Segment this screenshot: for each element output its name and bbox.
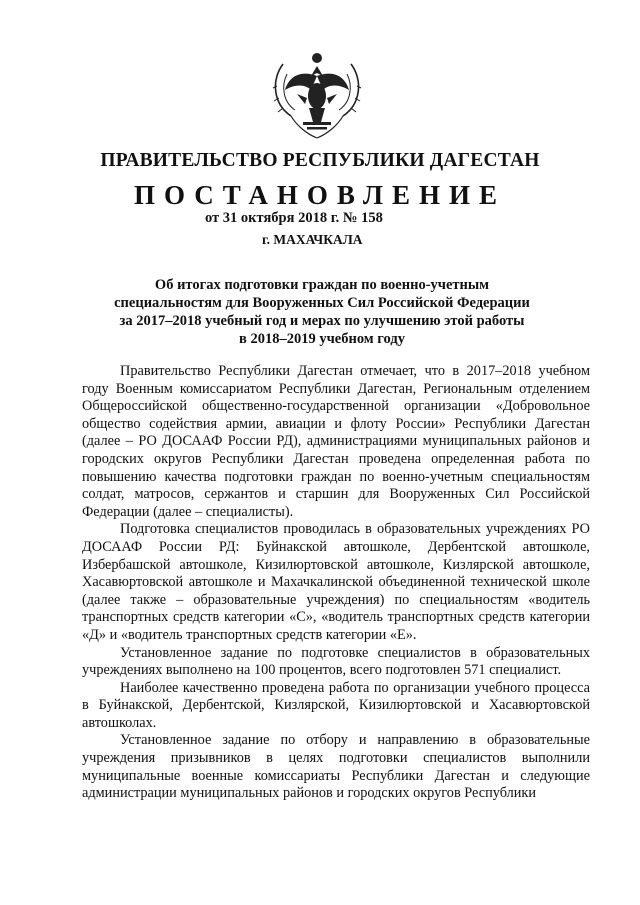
decree-body [82, 363, 590, 803]
body-paragraph: Правительство Республики Дагестан отмечает, что в 2017–2018 учебном году Военным комиссариатом Республики Дагестан, Региональным отделением Общероссийской общественно-государственной организации «Добровольное общество содействия армии, авиации и флоту России» Республики Дагестан (далее – РО ДОСААФ России РД), администрациями муниципальных районов и городских округов Республики Дагестан проведена определенная работа по повышению качества подготовки граждан по военно-учетным специальностям солдат, матросов, сержантов и старшин для Вооруженных Сил Российской Федерации (далее – специалисты). [82, 363, 590, 520]
city-name: г. МАХАЧКАЛА [262, 232, 363, 247]
subject-line: специальностям для Вооруженных Сил Российской Федерации [114, 295, 530, 311]
body-paragraph: Подготовка специалистов проводилась в образовательных учреждениях РО ДОСААФ России РД: Буйнакской автошколе, Дербентской автошколе, Избербашской автошколе, Кизилюртовской автошколе, Кизлярской автошколе, Хасавюртовской автошколе и Махачкалинской объединенной технической школе (далее также – образовательные учреждения) по специальностям «водитель транспортных средств категории «С», «водитель транспортных средств категории «Д» и «водитель транспортных средств категории «Е». [82, 521, 590, 643]
date-and-number: от 31 октября 2018 г. № 158 [205, 210, 383, 226]
body-paragraph: Установленное задание по отбору и направлению в образовательные учреждения призывников в целях подготовки специалистов выполнили муниципальные военные комиссариаты Республики Дагестан и следующие администрации муниципальных районов и городских округов Республики [82, 732, 590, 802]
government-title: ПРАВИТЕЛЬСТВО РЕСПУБЛИКИ ДАГЕСТАН [100, 150, 540, 171]
body-paragraph: Наиболее качественно проведена работа по организации учебного процесса в Буйнакской, Дербентской, Кизлярской, Кизилюртовской и Хасавюртовской автошколах. [82, 679, 590, 731]
subject-line: за 2017–2018 учебный год и мерах по улучшению этой работы [119, 313, 525, 329]
decree-subject [78, 276, 566, 348]
subject-line: Об итогах подготовки граждан по военно-учетным [154, 277, 490, 293]
subject-line: в 2018–2019 учебном году [239, 331, 405, 347]
document-type-title: ПОСТАНОВЛЕНИЕ [133, 180, 507, 210]
body-paragraph: Установленное задание по подготовке специалистов в образовательных учреждениях выполнено на 100 процентов, всего подготовлен 571 специалист. [82, 644, 590, 679]
coat-of-arms-emblem [267, 46, 367, 146]
